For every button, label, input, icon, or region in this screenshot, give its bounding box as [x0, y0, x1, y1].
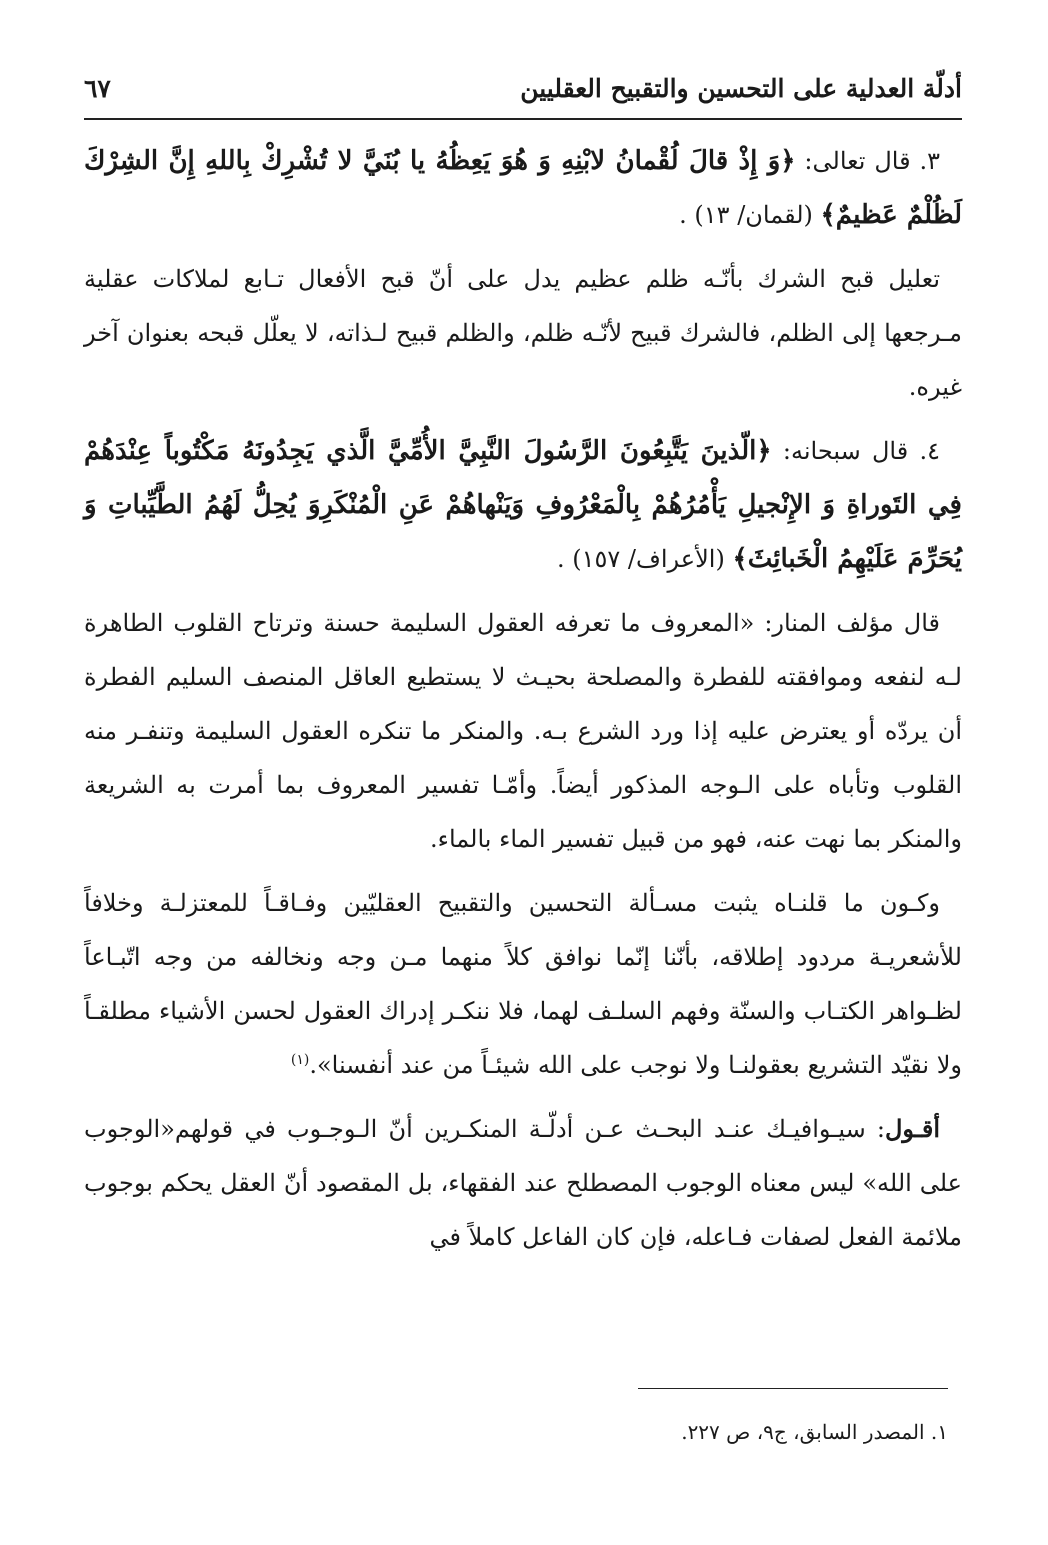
verse-reference: (الأعراف/ ١٥٧) . — [557, 545, 733, 573]
verse-reference: (لقمان/ ١٣) . — [679, 201, 821, 229]
quran-verse: ﴿وَ إِذْ قالَ لُقْمانُ لابْنِهِ وَ هُوَ يَعِظُهُ يا بُنَيَّ لا تُشْرِكْ بِاللهِ إِنَّ الشِرْكَ لَظُلْمٌ عَظيمٌ﴾ — [84, 146, 962, 230]
footnote-marker: (١) — [290, 1052, 310, 1068]
footnote-divider — [638, 1388, 948, 1389]
page-header — [84, 62, 962, 114]
paragraph-manar-quote: قال مؤلف المنار: «المعروف ما تعرفه العقول السليمة حسنة وترتاح القلوب الطاهرة لـه لنفعه وموافقته للفطرة والمصلحة بحيـث لا يستطيع العاقل المنصف السليم الفطرة أن يردّه أو يعترض عليه إذا ورد الشرع بـه. والمنكر ما تنكره العقول السليمة وتنفـر منه القلوب وتأباه على الـوجه المذكور أيضاً. وأمّـا تفسير المعروف بما أمرت به الشريعة والمنكر بما نهت عنه، فهو من قبيل تفسير الماء بالماء. — [84, 609, 962, 853]
paragraph-text: وكـون ما قلنـاه يثبت مسـألة التحسين والتقبيح العقليّين وفـاقـاً للمعتزلـة وخلافاً للأشعريـة مردود إطلاقه، بأنّنا إنّما نوافق كلاً منهما مـن وجه ونخالفه من وجه اتّبـاعاً لظـواهر الكتـاب والسنّة وفهم السلـف لهما، فلا ننكـر إدراك العقول لحسن الأشياء مطلقـاً ولا نقيّد التشريع بعقولنـا ولا نوجب على الله شيئـاً من عند أنفسنا». — [84, 889, 962, 1079]
paragraph-verse-araf — [84, 424, 962, 586]
paragraph-lead: ٣. قال تعالى: — [795, 147, 941, 175]
paragraph-text: : سيـوافيـك عنـد البحـث عـن أدلّـة المنكـرين أنّ الـوجـوب في قولهم«الوجوب على الله» ليس معناه الوجوب المصطلح عند الفقهاء، بل المقصود أنّ العقل يحكم بوجوب ملائمة الفعل لصفات فـاعله، فإن كان الفاعل كاملاً في — [84, 1115, 963, 1251]
paragraph-lead: أقـول — [884, 1114, 940, 1143]
paragraph-lead: ٤. قال سبحانه: — [771, 437, 941, 465]
quran-verse: ﴿الّذينَ يَتَّبِعُونَ الرَّسُولَ النَّبِيَّ الأُمِّيَّ الَّذي يَجِدُونَهُ مَكْتُوباً عِنْدَهُمْ فِي التَوراةِ وَ الإِنْجيلِ يَأْمُرُهُمْ بِالْمَعْرُوفِ وَيَنْهاهُمْ عَنِ الْمُنْكَرِوَ يُحِلُّ لَهُمُ الطَّيِّباتِ وَ يُحَرِّمَ عَلَيْهِمُ الْخَبائِثَ﴾ — [84, 436, 962, 574]
page-number: ٦٧ — [84, 73, 111, 103]
paragraph-commentary: تعليل قبح الشرك بأنّـه ظلم عظيم يدل على أنّ قبح الأفعال تـابع لملاكات عقلية مـرجعها إلى الظلم، فالشرك قبيح لأنّـه ظلم، والظلم قبيح لـذاته، لا يعلّل قبحه بعنوان آخر غيره. — [84, 265, 962, 401]
paragraph-verse-luqman — [84, 134, 962, 242]
paragraph-author-response — [84, 1102, 962, 1264]
page-body — [84, 134, 962, 1274]
paragraph-manar-continued — [84, 876, 962, 1092]
header-divider — [84, 118, 962, 120]
footnote: ١. المصدر السابق، ج٩، ص ٢٢٧. — [681, 1420, 948, 1444]
running-title: أدلّة العدلية على التحسين والتقبيح العقليين — [520, 73, 962, 103]
